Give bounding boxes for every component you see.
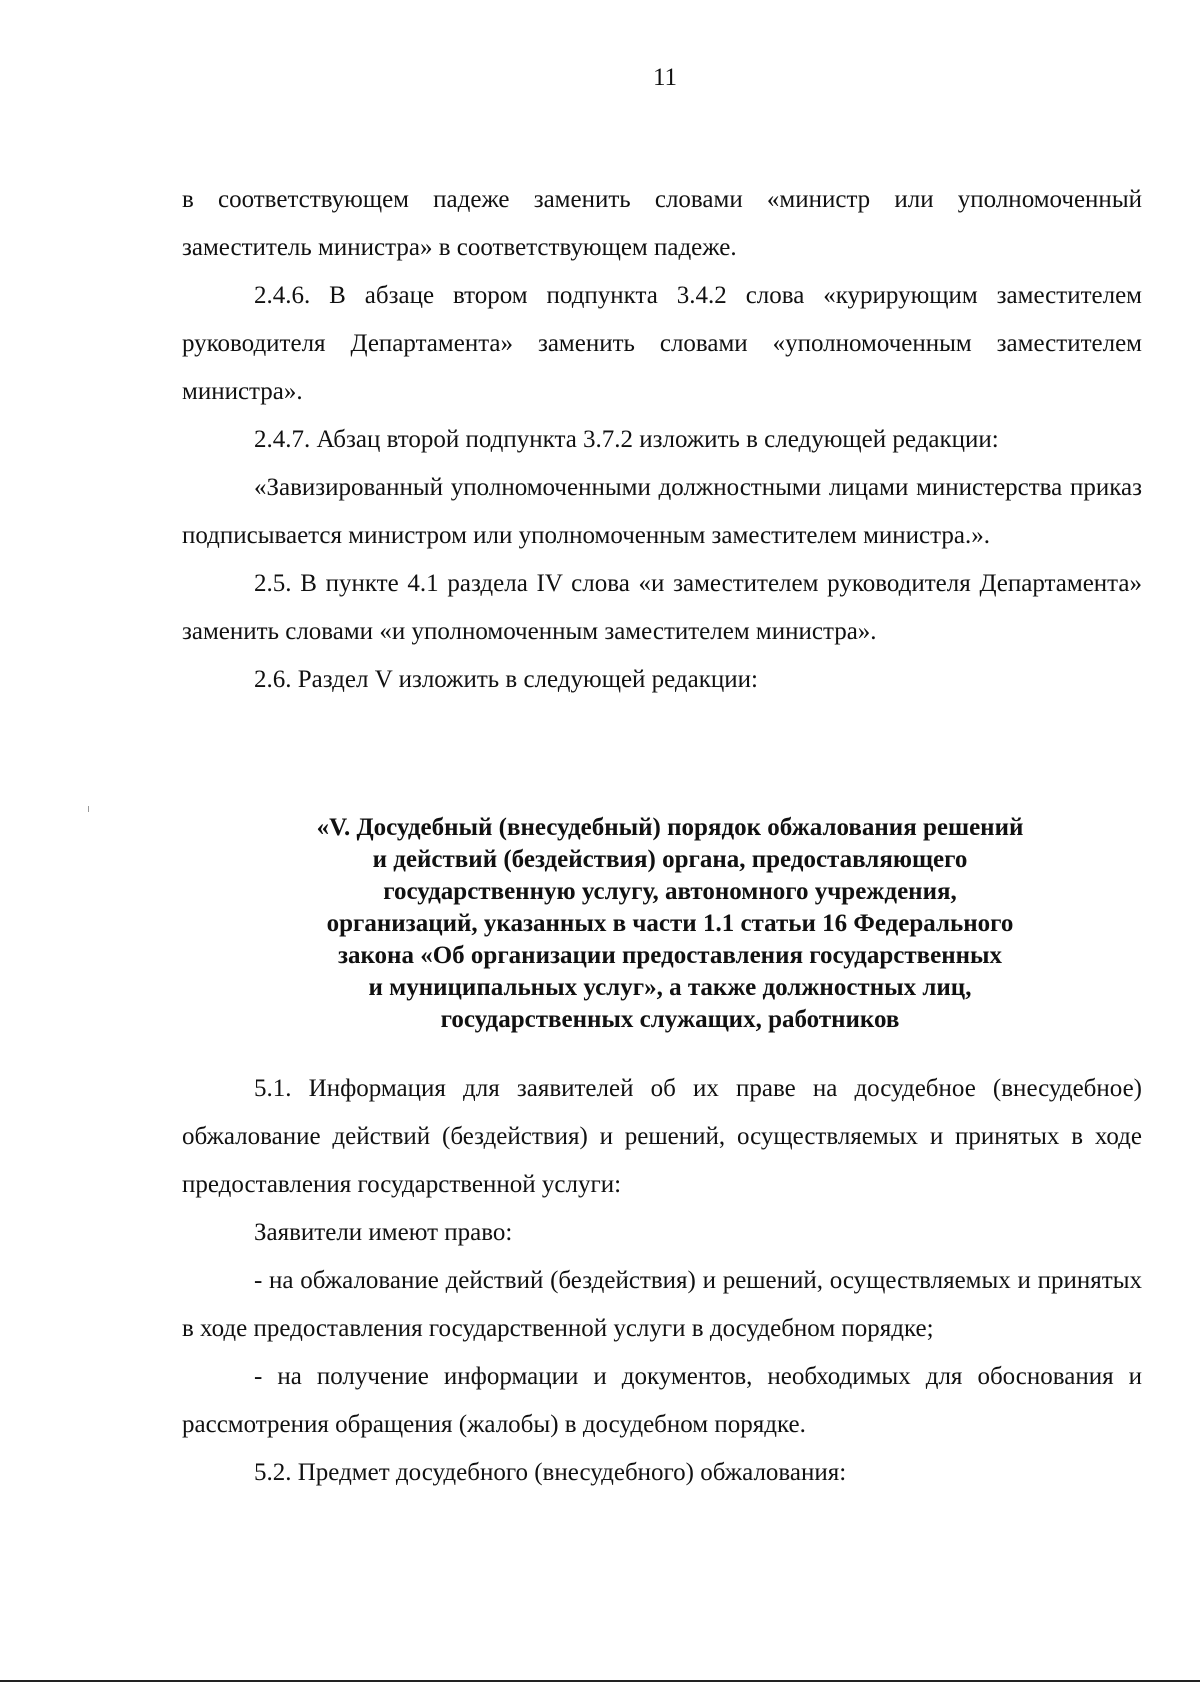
paragraph-5-2: 5.2. Предмет досудебного (внесудебного) обжалования: [254,1459,847,1486]
heading-line: организаций, указанных в части 1.1 статьи 16 Федерального [326,910,1014,937]
scan-mark [88,806,89,812]
heading-line: государственную услугу, автономного учреждения, [383,878,957,905]
paragraph-2-6: 2.6. Раздел V изложить в следующей редакции: [254,666,758,693]
paragraph-quote: «Завизированный уполномоченными должностными лицами министерства приказ подписывается министром или уполномоченным заместителем министра.». [182,474,1142,549]
body-text-top [182,176,1142,704]
paragraph-rights-intro: Заявители имеют право: [254,1219,513,1246]
heading-line: «V. Досудебный (внесудебный) порядок обжалования решений [316,814,1024,841]
paragraph-continuation: в соответствующем падеже заменить словами «министр или уполномоченный заместитель министра» в соответствующем падеже. [182,186,1142,261]
heading-line: государственных служащих, работников [440,1006,900,1033]
paragraph-2-4-7: 2.4.7. Абзац второй подпункта 3.7.2 изложить в следующей редакции: [254,426,999,453]
body-text-bottom [182,1065,1142,1497]
paragraph-right-appeal: - на обжалование действий (бездействия) и решений, осуществляемых и принятых в ходе предоставления государственной услуги в досудебном порядке; [182,1267,1142,1342]
paragraph-2-5: 2.5. В пункте 4.1 раздела IV слова «и заместителем руководителя Департамента» заменить словами «и уполномоченным заместителем министра». [182,570,1142,645]
section-heading [250,812,1090,1036]
heading-line: закона «Об организации предоставления государственных [337,942,1003,969]
page-bottom-edge [0,1680,1200,1682]
page-number: 11 [652,64,678,91]
paragraph-5-1: 5.1. Информация для заявителей об их праве на досудебное (внесудебное) обжалование действий (бездействия) и решений, осуществляемых и принятых в ходе предоставления государственной услуги: [182,1075,1142,1198]
paragraph-right-info: - на получение информации и документов, необходимых для обоснования и рассмотрения обращения (жалобы) в досудебном порядке. [182,1363,1142,1438]
paragraph-2-4-6: 2.4.6. В абзаце втором подпункта 3.4.2 слова «курирующим заместителем руководителя Департамента» заменить словами «уполномоченным заместителем министра». [182,282,1142,405]
heading-line: и действий (бездействия) органа, предоставляющего [372,846,968,873]
heading-line: и муниципальных услуг», а также должностных лиц, [368,974,972,1001]
